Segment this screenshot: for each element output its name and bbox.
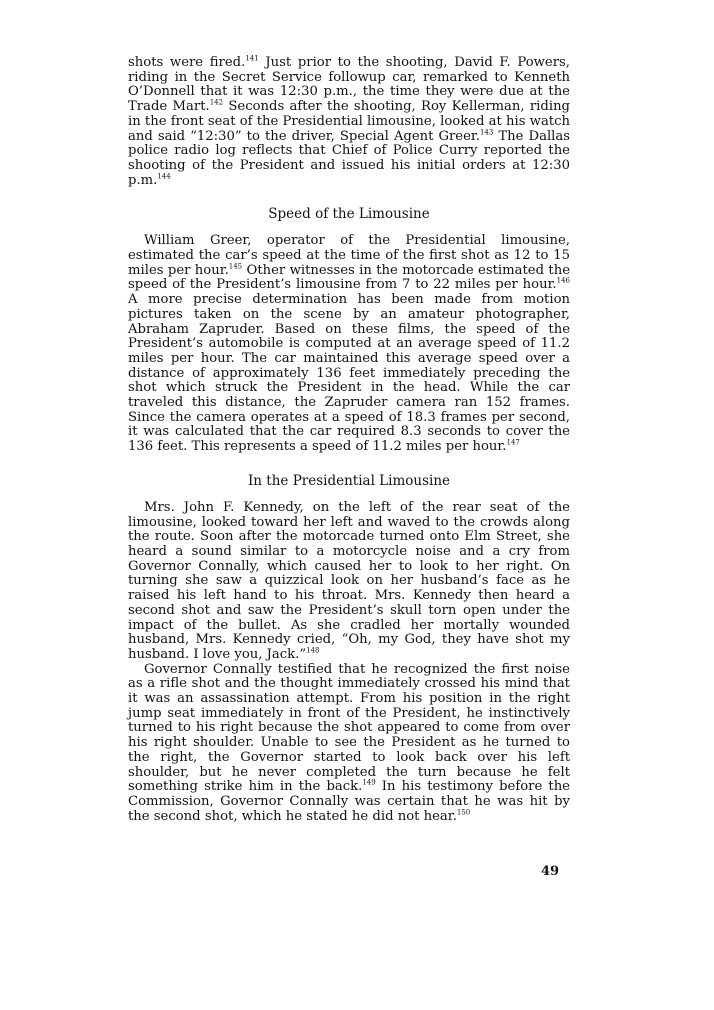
paragraph xyxy=(128,501,570,663)
text-run: Just prior to the shooting, David F. Powers, riding in the Secret Service followup car, remarked to Kenneth O’Donnell that it was 12:30 p.m., the time they were due at the Trade Mart. xyxy=(128,55,570,115)
text-run: Seconds after the shooting, Roy Kellerman, riding in the front seat of the Presidential limousine, looked at his watch and said “12:30” to the driver, Special Agent Greer. xyxy=(128,99,570,144)
footnote-ref: 142 xyxy=(209,98,224,107)
footnote-ref: 143 xyxy=(479,128,494,137)
text-run: The Dallas police radio log reflects that Chief of Police Curry reported the shooting of the President and issued his initial orders at 12:30 p.m. xyxy=(128,128,571,188)
footnote-ref: 144 xyxy=(157,172,171,181)
text-run: Mrs. John F. Kennedy, on the left of the rear seat of the limousine, looked toward her left and waved to the crowds along the route. Soon after the motorcade turned onto Elm Street, she heard a sound similar to a motorcycle noise and a cry from Governor Connally, which caused her to look to her right. On turning she saw a quizzical look on her husband’s face as he raised his left hand to his throat. Mrs. Kennedy then heard a second shot and saw the President’s skull torn open under the impact of the bullet. As she cradled her mortally wounded husband, Mrs. Kennedy cried, “Oh, my God, they have shot my husband. I love you, Jack.” xyxy=(128,499,570,662)
text-run: A more precise determination has been made from motion pictures taken on the scene by an amateur photographer, Abraham Zapruder. Based on these films, the speed of the President’s automobile is computed at an average speed of 11.2 miles per hour. The car maintained this average speed over a distance of approximately 136 feet immediately preceding the shot which struck the President in the head. While the car traveled this distance, the Zapruder camera ran 152 frames. Since the camera operates at a speed of 18.3 frames per second, it was calculated that the car required 8.3 seconds to cover the 136 feet. This represents a speed of 11.2 miles per hour. xyxy=(128,292,570,455)
footnote-ref: 148 xyxy=(306,646,320,655)
paragraph xyxy=(128,234,570,455)
section-heading: Speed of the Limousine xyxy=(268,206,430,223)
text-run: shots were fired. xyxy=(128,55,246,70)
text-run: William Greer, operator of the Presidential limousine, estimated the car’s speed at the time of the first shot as 12 to 15 miles per hour. xyxy=(128,233,570,278)
footnote-ref: 149 xyxy=(362,778,376,787)
text-run: Governor Connally testified that he recognized the first noise as a rifle shot and the thought immediately crossed his mind that it was an assassination attempt. From his position in the right jump seat immediately in front of the President, he instinctively turned to his right because the shot appeared to come from over his right shoulder. Unable to see the President as he turned to the right, the Governor started to look back over his left shoulder, but he never completed the turn because he felt something strike him in the back. xyxy=(128,661,570,795)
text-run: In his testimony before the Commission, Governor Connally was certain that he was hit by the second shot, which he stated he did not hear. xyxy=(128,779,570,824)
section-heading: In the Presidential Limousine xyxy=(247,472,451,489)
paragraph xyxy=(128,56,570,188)
footnote-ref: 146 xyxy=(556,277,570,286)
paragraph xyxy=(128,663,570,825)
document-page xyxy=(128,56,570,824)
footnote-ref: 150 xyxy=(456,808,471,817)
text-run: Other witnesses in the motorcade estimated the speed of the President’s limousine from 7 to 22 miles per hour. xyxy=(128,262,570,293)
footnote-ref: 147 xyxy=(506,438,520,447)
footnote-ref: 141 xyxy=(245,54,259,63)
page-number: 49 xyxy=(541,864,560,879)
footnote-ref: 145 xyxy=(228,262,243,271)
